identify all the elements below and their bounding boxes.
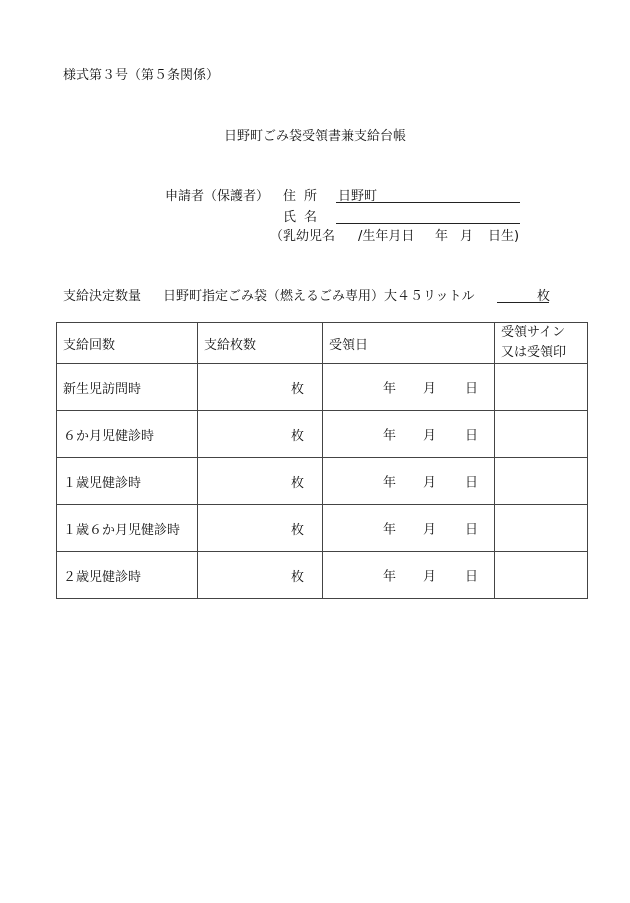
day-label: 日 bbox=[465, 522, 479, 538]
birthdate-label: /生年月日 bbox=[358, 229, 415, 244]
row-label: １歳６か月児健診時 bbox=[57, 505, 198, 552]
address-value: 日野町 bbox=[338, 189, 378, 204]
month-label: 月 bbox=[423, 475, 437, 491]
quantity-label: 支給決定数量 bbox=[63, 289, 142, 304]
infant-name-label: （乳幼児名 bbox=[270, 229, 336, 244]
month-label: 月 bbox=[423, 569, 437, 585]
header-count: 支給回数 bbox=[57, 323, 198, 364]
month-label: 月 bbox=[423, 428, 437, 444]
signature-cell[interactable] bbox=[495, 505, 588, 552]
receipt-date-cell[interactable] bbox=[323, 505, 495, 552]
signature-cell[interactable] bbox=[495, 411, 588, 458]
birth-year-label: 年 bbox=[435, 229, 449, 244]
sheets-cell[interactable]: 枚 bbox=[198, 458, 323, 505]
table-row bbox=[57, 458, 588, 505]
applicant-label: 申請者（保護者） bbox=[165, 189, 270, 204]
name-field[interactable] bbox=[336, 206, 520, 224]
month-label: 月 bbox=[423, 381, 437, 397]
table-row bbox=[57, 411, 588, 458]
address-label: 住所 bbox=[283, 189, 326, 204]
header-signature bbox=[495, 323, 588, 364]
signature-cell[interactable] bbox=[495, 552, 588, 599]
document-title: 日野町ごみ袋受領書兼支給台帳 bbox=[223, 129, 406, 144]
quantity-unit: 枚 bbox=[537, 289, 551, 304]
row-label: １歳児健診時 bbox=[57, 458, 198, 505]
row-label: ２歳児健診時 bbox=[57, 552, 198, 599]
receipt-date-cell[interactable] bbox=[323, 411, 495, 458]
birth-day-label: 日生) bbox=[488, 229, 520, 244]
quantity-description: 日野町指定ごみ袋（燃えるごみ専用）大４５リットル bbox=[163, 289, 475, 304]
table-row bbox=[57, 552, 588, 599]
receipt-date-cell[interactable] bbox=[323, 458, 495, 505]
header-signature-line1: 受領サイン bbox=[501, 325, 566, 340]
month-label: 月 bbox=[423, 522, 437, 538]
row-label: ６か月児健診時 bbox=[57, 411, 198, 458]
distribution-table bbox=[56, 322, 588, 599]
sheets-cell[interactable]: 枚 bbox=[198, 505, 323, 552]
day-label: 日 bbox=[465, 475, 479, 491]
signature-cell[interactable] bbox=[495, 458, 588, 505]
table-row bbox=[57, 505, 588, 552]
day-label: 日 bbox=[465, 428, 479, 444]
year-label: 年 bbox=[383, 569, 397, 585]
year-label: 年 bbox=[383, 522, 397, 538]
birth-month-label: 月 bbox=[460, 229, 474, 244]
year-label: 年 bbox=[383, 475, 397, 491]
sheets-cell[interactable]: 枚 bbox=[198, 411, 323, 458]
day-label: 日 bbox=[465, 381, 479, 397]
table-header-row bbox=[57, 323, 588, 364]
header-signature-line2: 又は受領印 bbox=[501, 345, 567, 360]
signature-cell[interactable] bbox=[495, 364, 588, 411]
sheets-cell[interactable]: 枚 bbox=[198, 552, 323, 599]
receipt-date-cell[interactable] bbox=[323, 552, 495, 599]
table-row bbox=[57, 364, 588, 411]
header-receipt-date: 受領日 bbox=[323, 323, 495, 364]
year-label: 年 bbox=[383, 428, 397, 444]
receipt-date-cell[interactable] bbox=[323, 364, 495, 411]
form-number: 様式第３号（第５条関係） bbox=[63, 68, 220, 83]
year-label: 年 bbox=[383, 381, 397, 397]
sheets-cell[interactable]: 枚 bbox=[198, 364, 323, 411]
name-label: 氏名 bbox=[283, 210, 326, 225]
header-sheets: 支給枚数 bbox=[198, 323, 323, 364]
row-label: 新生児訪問時 bbox=[57, 364, 198, 411]
day-label: 日 bbox=[465, 569, 479, 585]
